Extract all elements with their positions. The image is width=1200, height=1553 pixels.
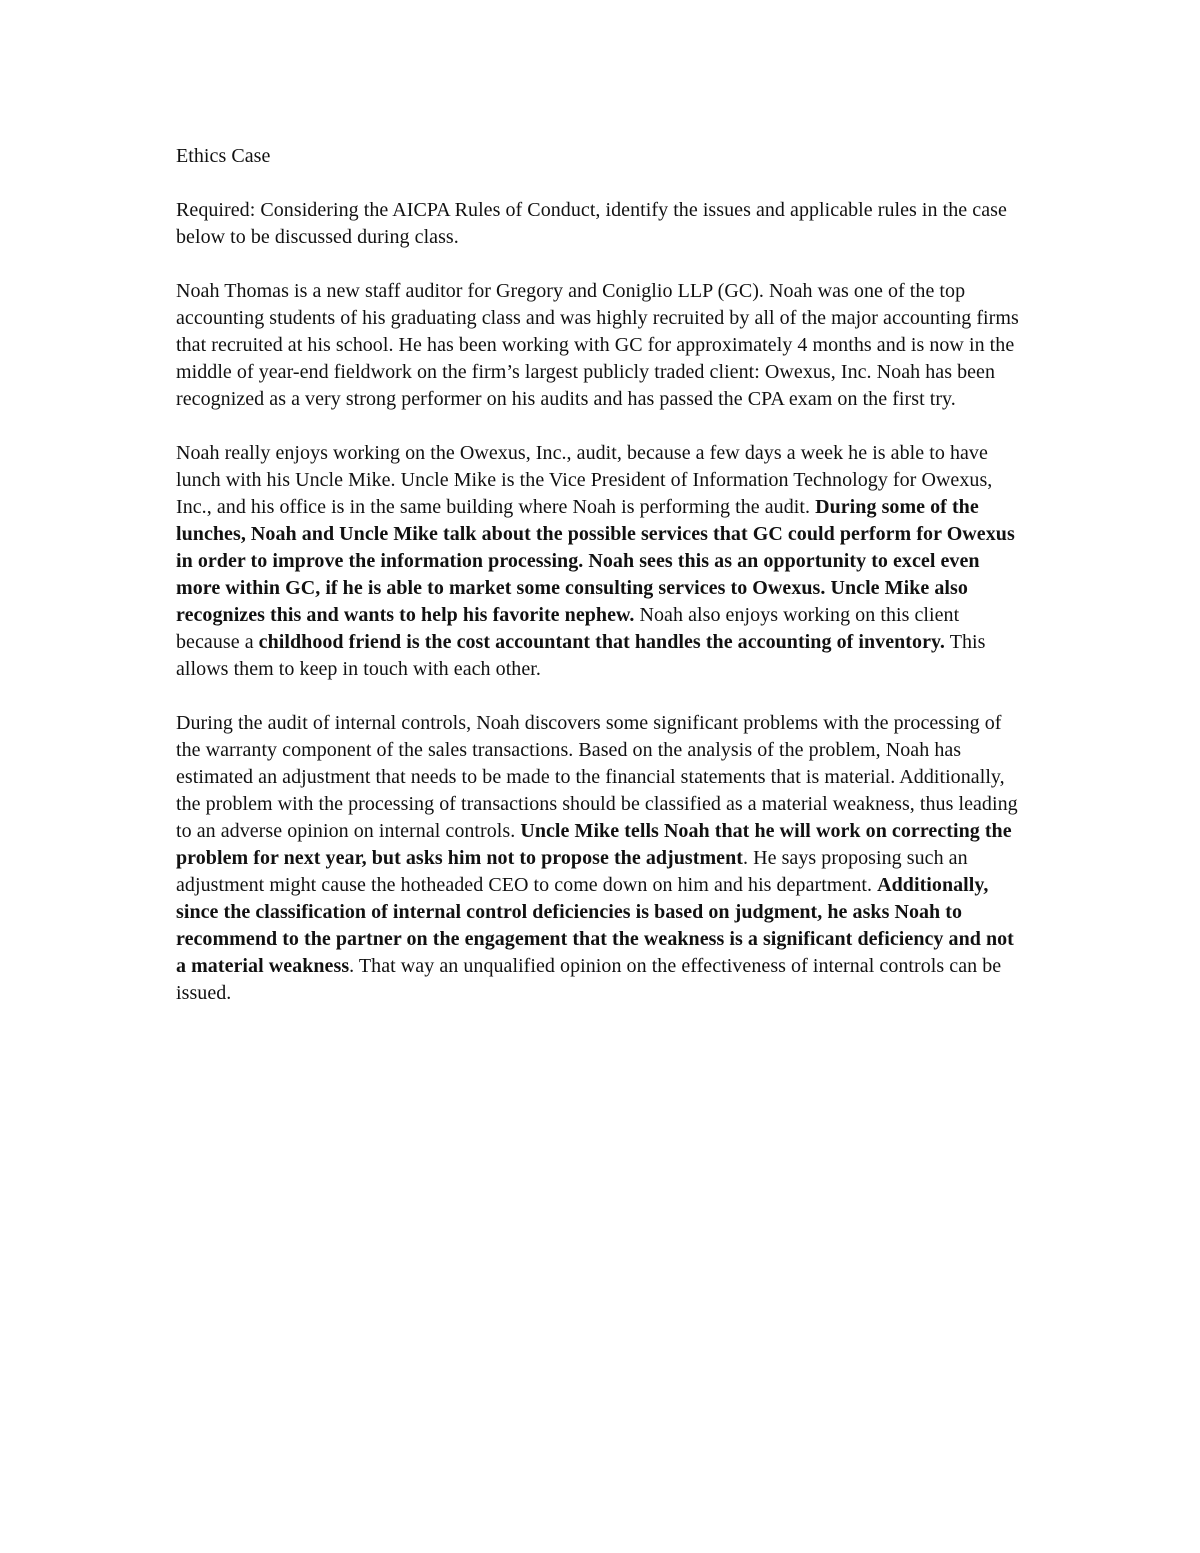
audit-issue-text-2: . He says proposing such an adjustment might cause the hotheaded CEO to come down on him and his department. (176, 847, 968, 896)
relationships-paragraph (176, 440, 1026, 683)
audit-issue-bold-1: Uncle Mike tells Noah that he will work on correcting the problem for next year, but asks him not to propose the adjustment (176, 820, 1012, 869)
document-page (176, 143, 1026, 1034)
background-paragraph: Noah Thomas is a new staff auditor for Gregory and Coniglio LLP (GC). Noah was one of the top accounting students of his graduating class and was highly recruited by all of the major accounting firms that recruited at his school. He has been working with GC for approximately 4 months and is now in the middle of year-end fieldwork on the firm’s largest publicly traded client: Owexus, Inc. Noah has been recognized as a very strong performer on his audits and has passed the CPA exam on the first try. (176, 280, 1019, 410)
relationships-bold-2: childhood friend is the cost accountant that handles the accounting of inventory. (258, 631, 945, 653)
relationships-bold-1: During some of the lunches, Noah and Uncle Mike talk about the possible services that GC could perform for Owexus in order to improve the information processing. Noah sees this as an opportunity to excel even more within GC, if he is able to market some consulting services to Owexus. Uncle Mike also recognizes this and wants to help his favorite nephew. (176, 496, 1015, 626)
relationships-text-2: Noah also enjoys working on this client because a (176, 604, 960, 653)
relationships-text-1: Noah really enjoys working on the Owexus, Inc., audit, because a few days a week he is able to have lunch with his Uncle Mike. Uncle Mike is the Vice President of Information Technology for Owexus, Inc., and his office is in the same building where Noah is performing the audit. (176, 442, 993, 518)
audit-issue-bold-2: Additionally, since the classification of internal control deficiencies is based on judgment, he asks Noah to recommend to the partner on the engagement that the weakness is a significant deficiency and not a material weakness (176, 874, 1014, 977)
required-paragraph: Required: Considering the AICPA Rules of Conduct, identify the issues and applicable rules in the case below to be discussed during class. (176, 199, 1007, 248)
audit-issue-text-1: During the audit of internal controls, Noah discovers some significant problems with the processing of the warranty component of the sales transactions. Based on the analysis of the problem, Noah has estimated an adjustment that needs to be made to the financial statements that is material. Additionally, the problem with the processing of transactions should be classified as a material weakness, thus leading to an adverse opinion on internal controls. (176, 712, 1018, 842)
audit-issue-text-3: . That way an unqualified opinion on the effectiveness of internal controls can be issued. (176, 955, 1002, 1004)
document-title: Ethics Case (176, 145, 271, 167)
relationships-text-3: This allows them to keep in touch with each other. (176, 631, 986, 680)
audit-issue-paragraph (176, 710, 1026, 1007)
